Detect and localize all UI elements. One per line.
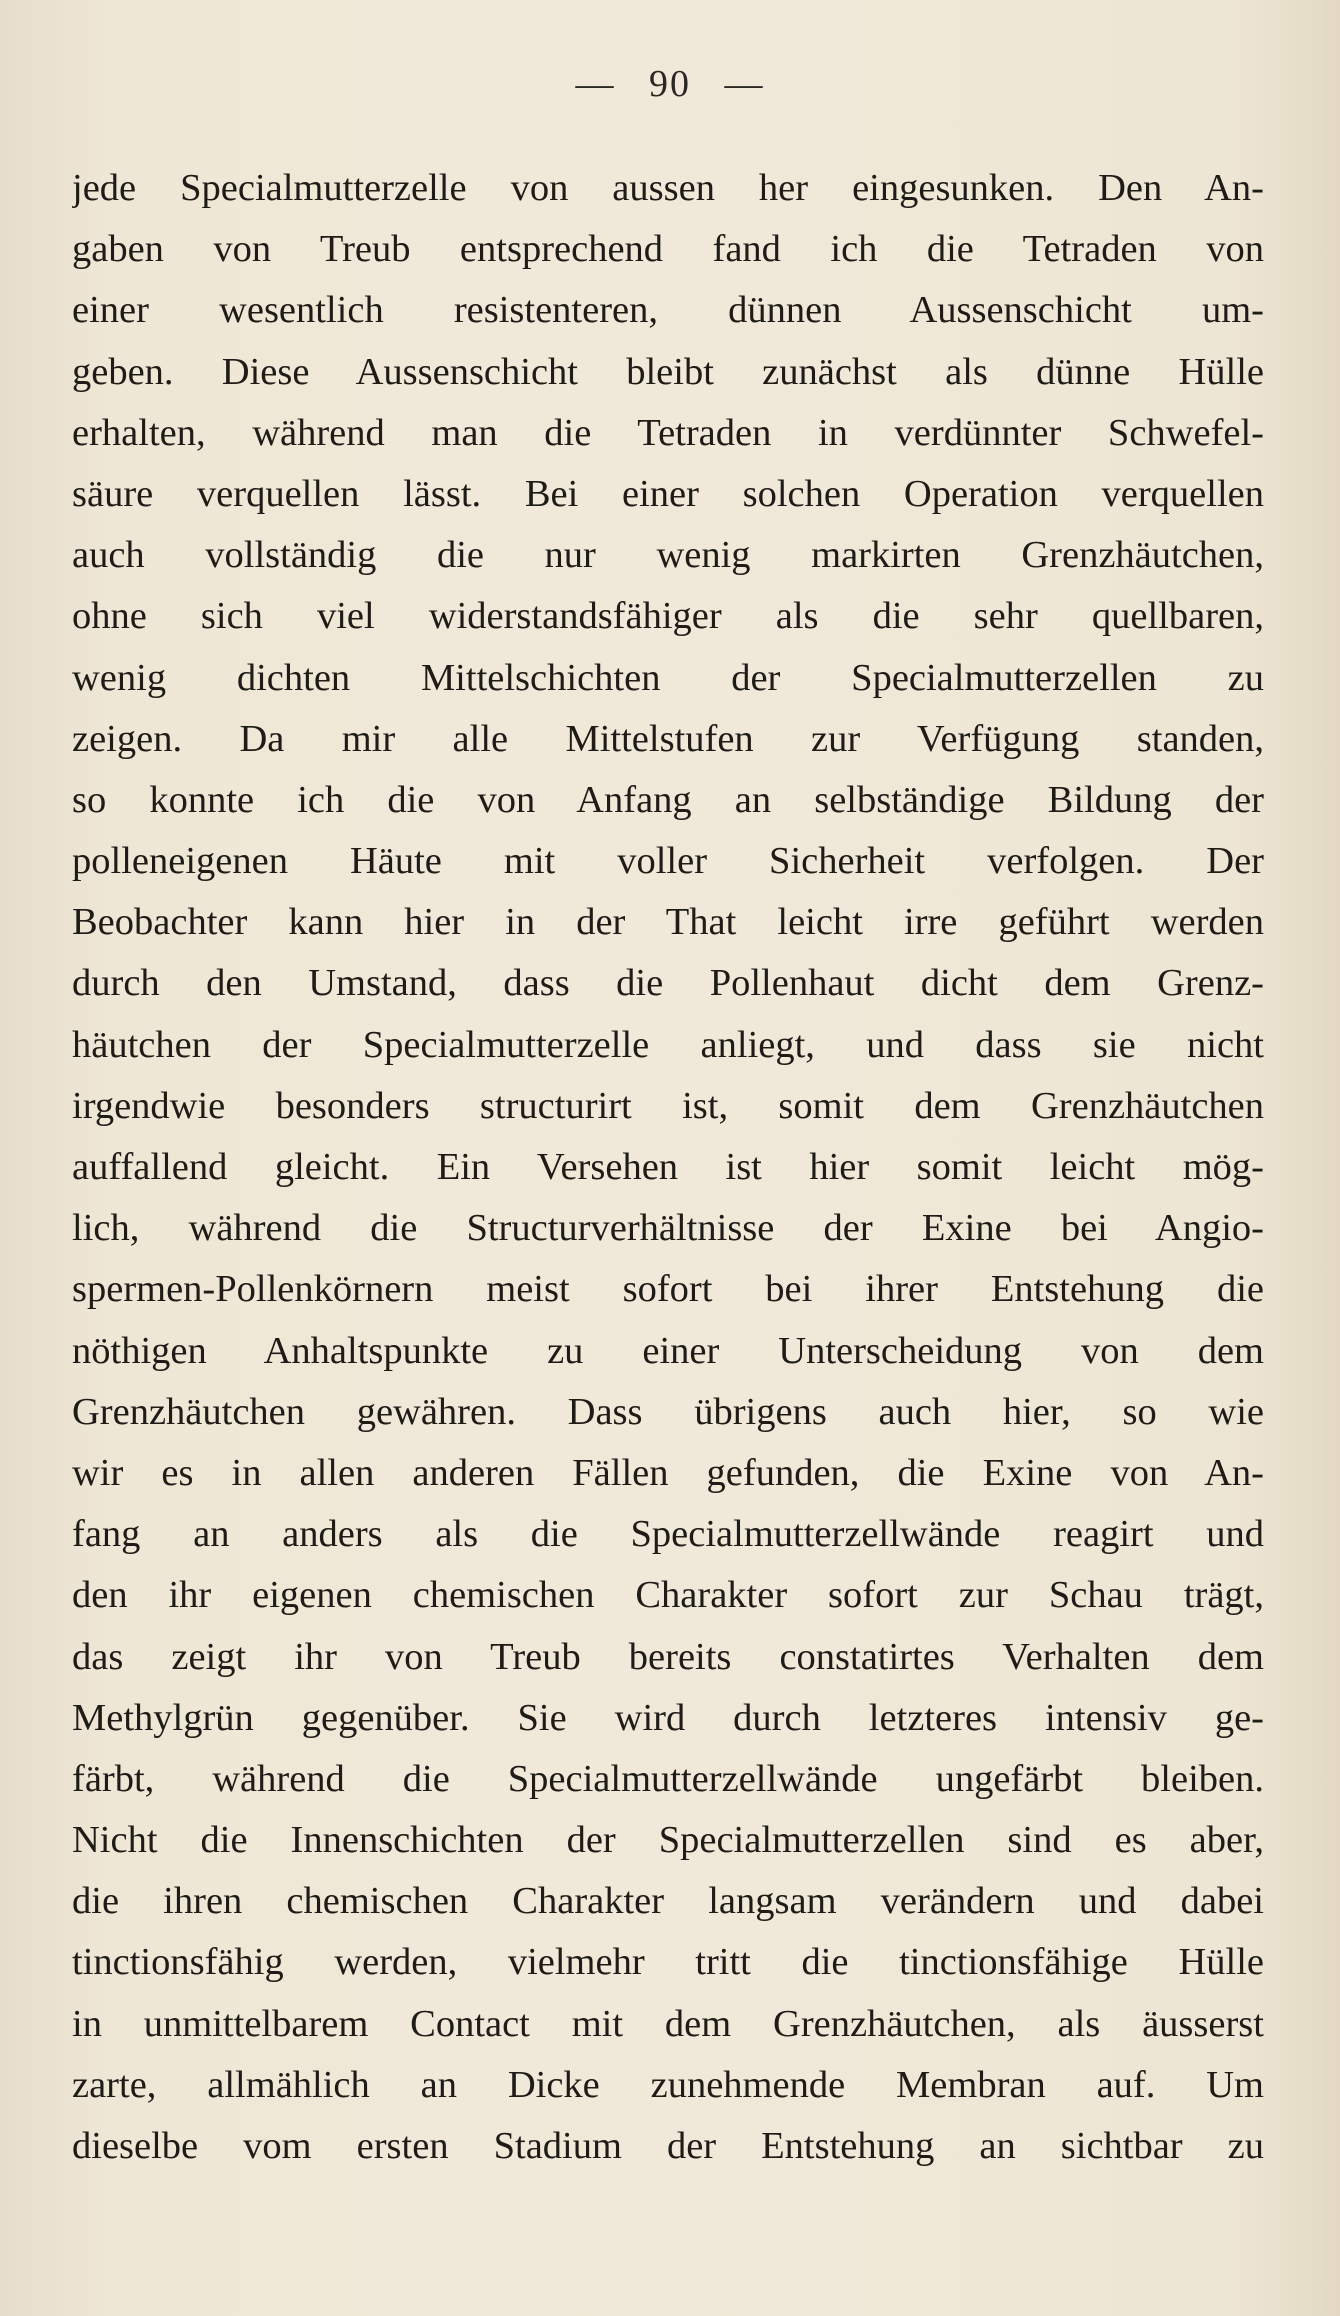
page-number-dash-right: —	[724, 63, 765, 105]
text-line: färbt, während die Specialmutterzellwände ungefärbt bleiben.	[72, 1757, 1264, 1800]
text-line: geben. Diese Aussenschicht bleibt zunächst als dünne Hülle	[72, 350, 1264, 393]
text-line: Beobachter kann hier in der That leicht irre geführt werden	[72, 901, 1264, 944]
text-line: dieselbe vom ersten Stadium der Entstehung an sichtbar zu	[72, 2125, 1264, 2167]
text-line: zarte, allmählich an Dicke zunehmende Membran auf. Um	[72, 2063, 1264, 2106]
text-line: irgendwie besonders structurirt ist, somit dem Grenzhäutchen	[72, 1084, 1264, 1127]
text-line: wenig dichten Mittelschichten der Specialmutterzellen zu	[72, 656, 1264, 699]
page-number-dash-left: —	[575, 63, 616, 105]
text-line: den ihr eigenen chemischen Charakter sofort zur Schau trägt,	[72, 1574, 1264, 1617]
text-line: zeigen. Da mir alle Mittelstufen zur Verfügung standen,	[72, 717, 1264, 760]
text-line: durch den Umstand, dass die Pollenhaut dicht dem Grenz-	[72, 962, 1264, 1005]
text-line: Grenzhäutchen gewähren. Dass übrigens auch hier, so wie	[72, 1390, 1264, 1433]
body-text	[72, 158, 1264, 2177]
text-line: einer wesentlich resistenteren, dünnen Aussenschicht um-	[72, 289, 1264, 332]
text-line: fang an anders als die Specialmutterzellwände reagirt und	[72, 1513, 1264, 1556]
text-line: häutchen der Specialmutterzelle anliegt, und dass sie nicht	[72, 1023, 1264, 1066]
text-line: ohne sich viel widerstandsfähiger als die sehr quellbaren,	[72, 595, 1264, 638]
text-line: die ihren chemischen Charakter langsam verändern und dabei	[72, 1880, 1264, 1923]
text-line: lich, während die Structurverhältnisse der Exine bei Angio-	[72, 1207, 1264, 1250]
text-line: jede Specialmutterzelle von aussen her eingesunken. Den An-	[72, 167, 1264, 209]
text-line: spermen-Pollenkörnern meist sofort bei ihrer Entstehung die	[72, 1268, 1264, 1311]
text-line: das zeigt ihr von Treub bereits constatirtes Verhalten dem	[72, 1635, 1264, 1678]
text-line: so konnte ich die von Anfang an selbständige Bildung der	[72, 778, 1264, 821]
text-line: nöthigen Anhaltspunkte zu einer Unterscheidung von dem	[72, 1329, 1264, 1372]
text-line: Nicht die Innenschichten der Specialmutterzellen sind es aber,	[72, 1819, 1264, 1862]
text-line: säure verquellen lässt. Bei einer solchen Operation verquellen	[72, 472, 1264, 515]
text-line: tinctionsfähig werden, vielmehr tritt die tinctionsfähige Hülle	[72, 1941, 1264, 1984]
page-number: 90	[649, 63, 691, 105]
text-line: auffallend gleicht. Ein Versehen ist hier somit leicht mög-	[72, 1146, 1264, 1188]
text-line: wir es in allen anderen Fällen gefunden, die Exine von An-	[72, 1451, 1264, 1494]
text-line: polleneigenen Häute mit voller Sicherheit verfolgen. Der	[72, 840, 1264, 883]
text-line: erhalten, während man die Tetraden in verdünnter Schwefel-	[72, 411, 1264, 454]
text-line: auch vollständig die nur wenig markirten Grenzhäutchen,	[72, 534, 1264, 577]
text-line: gaben von Treub entsprechend fand ich die Tetraden von	[72, 228, 1264, 271]
page-number-header	[0, 62, 1340, 106]
text-line: in unmittelbarem Contact mit dem Grenzhäutchen, als äusserst	[72, 2002, 1264, 2045]
text-line: Methylgrün gegenüber. Sie wird durch letzteres intensiv ge-	[72, 1696, 1264, 1739]
